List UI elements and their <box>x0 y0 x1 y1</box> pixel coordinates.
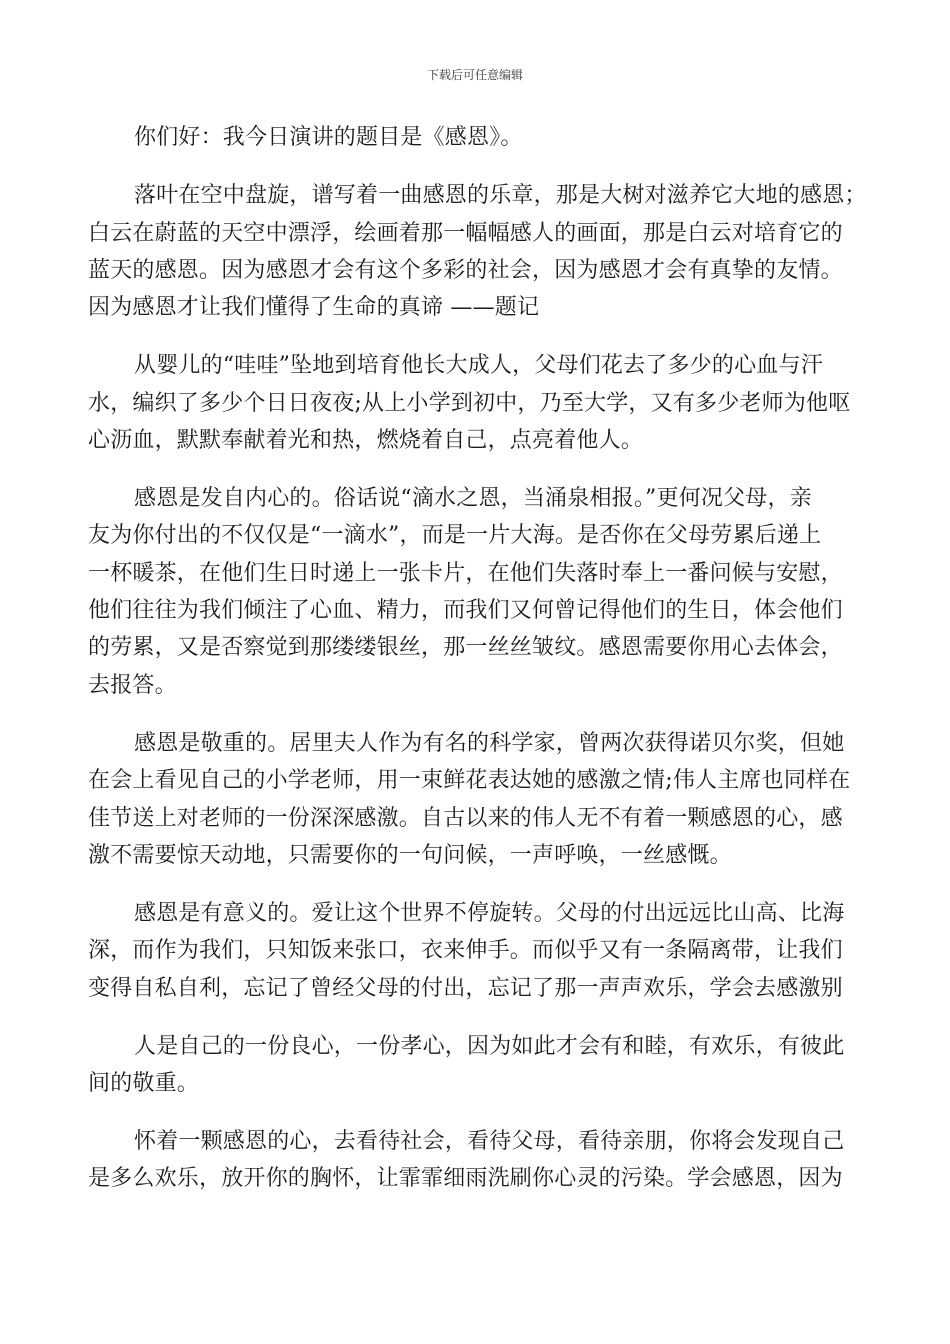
text-line: 蓝天的感恩。因为感恩才会有这个多彩的社会，因为感恩才会有真挚的友情。 <box>88 258 843 283</box>
text-line: 怀着一颗感恩的心，去看待社会，看待父母，看待亲朋，你将会发现自己 <box>134 1129 845 1154</box>
text-line: 你们好：我今日演讲的题目是《感恩》。 <box>134 125 523 150</box>
text-line: 他们往往为我们倾注了心血、精力，而我们又何曾记得他们的生日，体会他们 <box>88 598 843 623</box>
text-line: 激不需要惊天动地，只需要你的一句问候，一声呼唤，一丝感慨。 <box>88 843 732 868</box>
text-line: 的劳累，又是否察觉到那缕缕银丝，那一丝丝皱纹。感恩需要你用心去体会， <box>88 635 843 660</box>
text-line: 变得自私自利，忘记了曾经父母的付出，忘记了那一声声欢乐，学会去感激别 <box>88 976 843 1001</box>
text-line: 从婴儿的“哇哇”坠地到培育他长大成人，父母们花去了多少的心血与汗 <box>134 353 823 378</box>
page-header: 下载后可任意编辑 <box>426 68 523 82</box>
text-line: 水，编织了多少个日日夜夜;从上小学到初中，乃至大学，又有多少老师为他呕 <box>88 391 851 416</box>
text-line: 一杯暖茶，在他们生日时递上一张卡片，在他们失落时奉上一番问候与安慰， <box>88 561 843 586</box>
text-line: 心沥血，默默奉献着光和热，燃烧着自己，点亮着他人。 <box>88 428 644 453</box>
text-line: 感恩是发自内心的。俗话说“滴水之恩，当涌泉相报。”更何况父母，亲 <box>134 486 812 511</box>
text-line: 深，而作为我们，只知饭来张口，衣来伸手。而似乎又有一条隔离带，让我们 <box>88 938 843 963</box>
text-line: 因为感恩才让我们懂得了生命的真谛 ——题记 <box>88 295 540 320</box>
text-line: 在会上看见自己的小学老师，用一束鲜花表达她的感激之情;伟人主席也同样在 <box>88 768 851 793</box>
text-line: 是多么欢乐，放开你的胸怀，让霏霏细雨洗刷你心灵的污染。学会感恩，因为 <box>88 1166 843 1191</box>
text-line: 间的敬重。 <box>88 1071 200 1096</box>
text-line: 人是自己的一份良心，一份孝心，因为如此才会有和睦，有欢乐，有彼此 <box>134 1034 845 1059</box>
text-line: 友为你付出的不仅仅是“一滴水”，而是一片大海。是否你在父母劳累后递上 <box>88 523 822 548</box>
text-line: 感恩是有意义的。爱让这个世界不停旋转。父母的付出远远比山高、比海 <box>134 901 845 926</box>
text-line: 去报答。 <box>88 673 177 698</box>
text-line: 感恩是敬重的。居里夫人作为有名的科学家，曾两次获得诺贝尔奖，但她 <box>134 731 845 756</box>
text-line: 佳节送上对老师的一份深深感激。自古以来的伟人无不有着一颗感恩的心，感 <box>88 806 843 831</box>
text-line: 落叶在空中盘旋，谱写着一曲感恩的乐章，那是大树对滋养它大地的感恩； <box>134 183 867 208</box>
text-line: 白云在蔚蓝的天空中漂浮，绘画着那一幅幅感人的画面，那是白云对培育它的 <box>88 221 843 246</box>
